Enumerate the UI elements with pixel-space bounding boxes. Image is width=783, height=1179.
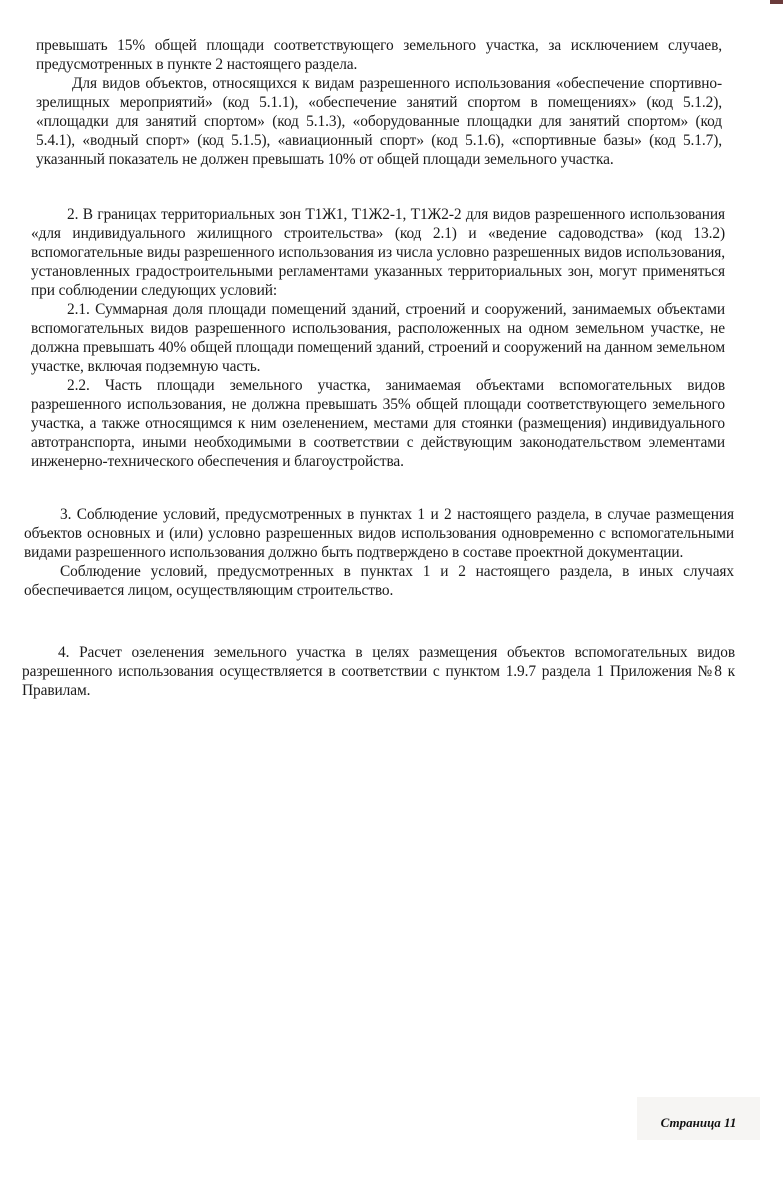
page-number: Страница 11 — [660, 1114, 737, 1130]
scan-corner-mark — [770, 0, 783, 4]
paragraph: 2. В границах территориальных зон Т1Ж1, Т1Ж2-1, Т1Ж2-2 для видов разрешенного использования «для индивидуального жилищного строительства» (код 2.1) и «ведение садоводства» (код 13.2) вспомогательные виды разрешенного использования из числа условно разрешенных видов использования, установленных градостроительными регламентами указанных территориальных зон, могут применяться при соблюдении следующих условий: — [31, 206, 725, 299]
section-4 — [22, 643, 735, 700]
paragraph: 4. Расчет озеленения земельного участка в целях размещения объектов вспомогательных видов разрешенного использования осуществляется в соответствии с пунктом 1.9.7 раздела 1 Приложения №8 к Правилам. — [22, 644, 735, 699]
section-2 — [31, 205, 725, 471]
paragraph: Для видов объектов, относящихся к видам разрешенного использования «обеспечение спортивно-зрелищных мероприятий» (код 5.1.1), «обеспечение занятий спортом в помещениях» (код 5.1.2), «площадки для занятий спортом» (код 5.1.3), «оборудованные площадки для занятий спортом» (код 5.4.1), «водный спорт» (код 5.1.5), «авиационный спорт» (код 5.1.6), «спортивные базы» (код 5.1.7), указанный показатель не должен превышать 10% от общей площади земельного участка. — [36, 75, 722, 168]
section-1 — [36, 36, 722, 169]
paragraph: 2.2. Часть площади земельного участка, занимаемая объектами вспомогательных видов разрешенного использования, не должна превышать 35% общей площади соответствующего земельного участка, а также относящимся к ним озеленением, местами для стоянки (размещения) индивидуального автотранспорта, иными необходимыми в соответствии с действующим законодательством элементами инженерно-технического обеспечения и благоустройства. — [31, 377, 725, 470]
paragraph: 3. Соблюдение условий, предусмотренных в пунктах 1 и 2 настоящего раздела, в случае размещения объектов основных и (или) условно разрешенных видов использования одновременно с вспомогательными видами разрешенного использования должно быть подтверждено в составе проектной документации. — [24, 506, 734, 561]
paragraph: Соблюдение условий, предусмотренных в пунктах 1 и 2 настоящего раздела, в иных случаях обеспечивается лицом, осуществляющим строительство. — [24, 563, 734, 599]
page-number-box — [637, 1097, 760, 1140]
paragraph: 2.1. Суммарная доля площади помещений зданий, строений и сооружений, занимаемых объектами вспомогательных видов разрешенного использования, расположенных на одном земельном участке, не должна превышать 40% общей площади помещений зданий, строений и сооружений на данном земельном участке, включая подземную часть. — [31, 301, 725, 375]
section-3 — [24, 505, 734, 600]
paragraph: превышать 15% общей площади соответствующего земельного участка, за исключением случаев, предусмотренных в пункте 2 настоящего раздела. — [36, 37, 722, 73]
